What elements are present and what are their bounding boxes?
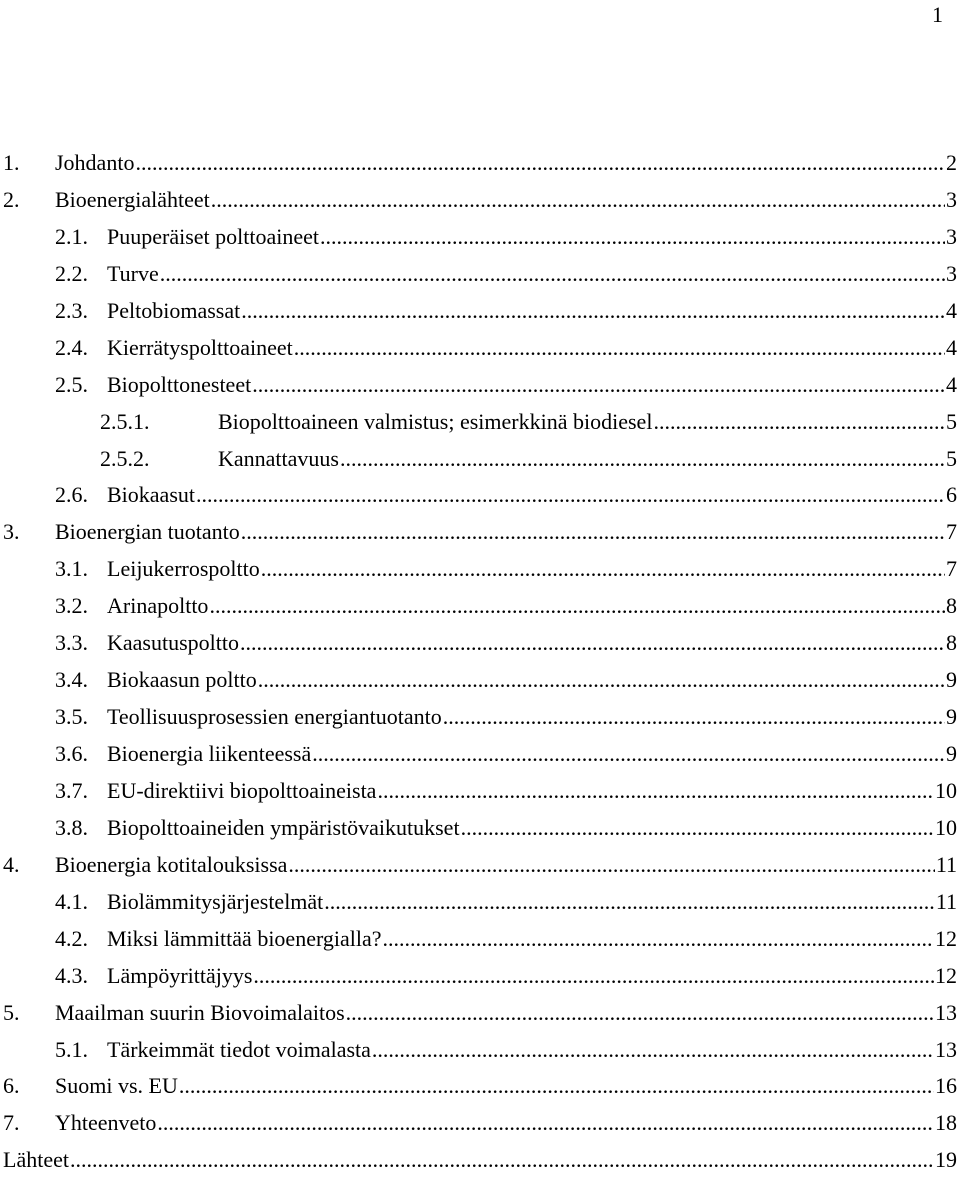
toc-entry-title: Peltobiomassat [107,297,241,323]
toc-entry[interactable] [3,477,957,514]
toc-entry-title: Miksi lämmittää bioenergialla? [107,925,382,951]
toc-entry[interactable] [3,219,957,256]
toc-dot-leader [70,1142,934,1178]
table-of-contents [3,145,957,1179]
toc-entry-number: 2.1. [55,223,88,249]
toc-dot-leader [443,699,945,735]
toc-entry-number: 3.2. [55,593,88,619]
toc-entry-title: Bioenergialähteet [55,186,210,212]
toc-entry-page: 11 [935,851,957,877]
toc-entry-number: 3.7. [55,777,88,803]
toc-entry-title: Leijukerrospoltto [107,556,260,582]
toc-entry-page: 8 [946,593,957,619]
toc-entry-title: Lähteet [3,1147,69,1173]
toc-entry[interactable] [3,404,957,441]
toc-dot-leader [461,810,934,846]
toc-entry-title: Lämpöyrittäjyys [107,962,253,988]
toc-entry-page: 4 [946,371,957,397]
toc-entry[interactable] [3,995,957,1032]
toc-entry-page: 4 [946,297,957,323]
toc-entry-page: 3 [946,260,957,286]
toc-entry-page: 3 [946,223,957,249]
toc-entry-number: 6. [3,1073,20,1099]
toc-entry-number: 3.4. [55,667,88,693]
toc-entry-page: 10 [935,777,957,803]
toc-entry-page: 4 [946,334,957,360]
toc-dot-leader [240,625,945,661]
toc-entry-page: 7 [946,556,957,582]
toc-entry[interactable] [3,293,957,330]
toc-entry-title: Kaasutuspoltto [107,630,239,656]
toc-entry-page: 10 [935,814,957,840]
toc-dot-leader [372,1032,934,1068]
toc-entry-number: 4. [3,851,20,877]
toc-entry[interactable] [3,330,957,367]
toc-dot-leader [312,736,945,772]
toc-entry[interactable] [3,1142,957,1179]
toc-entry-number: 4.3. [55,962,88,988]
toc-dot-leader [258,662,945,698]
toc-dot-leader [157,1105,934,1141]
toc-entry-title: Kierrätyspolttoaineet [107,334,293,360]
toc-dot-leader [241,514,945,550]
toc-entry[interactable] [3,1105,957,1142]
toc-entry-title: Biolämmitysjärjestelmät [107,888,324,914]
toc-entry-title: Puuperäiset polttoaineet [107,223,319,249]
toc-entry-title: Biokaasut [107,482,195,508]
toc-entry-number: 3. [3,519,20,545]
toc-dot-leader [261,551,945,587]
toc-entry[interactable] [3,514,957,551]
toc-dot-leader [196,477,945,513]
toc-entry-number: 2.6. [55,482,88,508]
toc-entry-title: Turve [107,260,159,286]
toc-dot-leader [340,441,945,477]
toc-dot-leader [320,219,945,255]
page-number: 1 [932,2,943,27]
toc-entry-page: 6 [946,482,957,508]
toc-entry[interactable] [3,1068,957,1105]
toc-entry[interactable] [3,625,957,662]
toc-dot-leader [179,1068,934,1104]
toc-entry-title: Suomi vs. EU [55,1073,178,1099]
toc-entry-page: 13 [935,1036,957,1062]
toc-entry[interactable] [3,810,957,847]
toc-entry-title: Biopolttoaineen valmistus; esimerkkinä biodiesel [218,408,653,434]
toc-entry[interactable] [3,699,957,736]
toc-entry[interactable] [3,441,957,478]
toc-entry-number: 5. [3,999,20,1025]
toc-entry-title: Bioenergia liikenteessä [107,741,312,766]
toc-entry-number: 5.1. [55,1036,88,1062]
toc-entry-number: 7. [3,1110,20,1136]
toc-entry-number: 3.8. [55,814,88,840]
toc-entry[interactable] [3,773,957,810]
toc-entry-page: 12 [935,925,957,951]
toc-entry-page: 5 [946,408,957,434]
toc-entry-title: Tärkeimmät tiedot voimalasta [107,1036,371,1062]
toc-entry[interactable] [3,145,957,182]
toc-entry-page: 9 [946,704,957,730]
toc-entry-number: 1. [3,150,20,175]
toc-entry-page: 9 [946,741,957,766]
toc-entry-number: 2.5.2. [100,445,150,471]
toc-entry-title: Teollisuusprosessien energiantuotanto [107,704,442,730]
toc-dot-leader [294,330,945,366]
toc-dot-leader [253,958,934,994]
toc-dot-leader [209,588,945,624]
toc-dot-leader [653,404,945,440]
toc-entry[interactable] [3,736,957,773]
toc-dot-leader [211,182,945,218]
toc-dot-leader [135,145,945,181]
toc-dot-leader [160,256,945,292]
toc-entry-number: 2.4. [55,334,88,360]
toc-entry-number: 4.1. [55,888,88,914]
toc-entry[interactable] [3,1032,957,1069]
toc-entry-title: Kannattavuus [218,445,339,471]
toc-entry[interactable] [3,551,957,588]
toc-entry-page: 7 [946,519,957,545]
toc-entry-title: Johdanto [55,150,135,175]
toc-dot-leader [346,995,934,1031]
toc-entry-number: 3.5. [55,704,88,730]
toc-entry-number: 2.5. [55,371,88,397]
toc-entry-page: 9 [946,667,957,693]
toc-entry-number: 2.5.1. [100,408,150,434]
toc-entry-page: 5 [946,445,957,471]
toc-entry-number: 4.2. [55,925,88,951]
toc-entry-page: 12 [935,962,957,988]
toc-entry[interactable] [3,256,957,293]
toc-entry-title: Biopolttonesteet [107,371,252,397]
toc-entry-number: 2. [3,186,20,212]
toc-dot-leader [324,884,935,920]
toc-entry[interactable] [3,847,957,884]
toc-entry-page: 13 [935,999,957,1025]
toc-entry-title: Yhteenveto [55,1110,157,1136]
toc-entry-title: Maailman suurin Biovoimalaitos [55,999,345,1025]
toc-dot-leader [377,773,934,809]
toc-entry-page: 3 [946,186,957,212]
toc-entry-title: Biokaasun poltto [107,667,257,693]
toc-entry-page: 11 [935,888,957,914]
toc-entry-title: Bioenergia kotitalouksissa [55,851,288,877]
toc-entry[interactable] [3,367,957,404]
toc-dot-leader [252,367,945,403]
toc-entry-number: 3.1. [55,556,88,582]
toc-entry-page: 8 [946,630,957,656]
toc-entry-number: 2.2. [55,260,88,286]
toc-entry[interactable] [3,182,957,219]
toc-dot-leader [383,921,934,957]
toc-entry[interactable] [3,662,957,699]
toc-entry-page: 19 [935,1147,957,1173]
toc-entry[interactable] [3,884,957,921]
toc-entry-page: 2 [946,150,957,175]
toc-entry-page: 18 [935,1110,957,1136]
toc-entry-page: 16 [935,1073,957,1099]
toc-entry-number: 3.3. [55,630,88,656]
toc-entry-number: 3.6. [55,741,88,766]
toc-entry[interactable] [3,958,957,995]
toc-entry-title: Biopolttoaineiden ympäristövaikutukset [107,814,460,840]
toc-dot-leader [288,847,934,883]
toc-entry[interactable] [3,921,957,958]
toc-entry-number: 2.3. [55,297,88,323]
toc-entry-title: Arinapoltto [107,593,209,619]
toc-entry[interactable] [3,588,957,625]
toc-entry-title: EU-direktiivi biopolttoaineista [107,777,377,803]
toc-dot-leader [241,293,945,329]
toc-entry-title: Bioenergian tuotanto [55,519,240,545]
